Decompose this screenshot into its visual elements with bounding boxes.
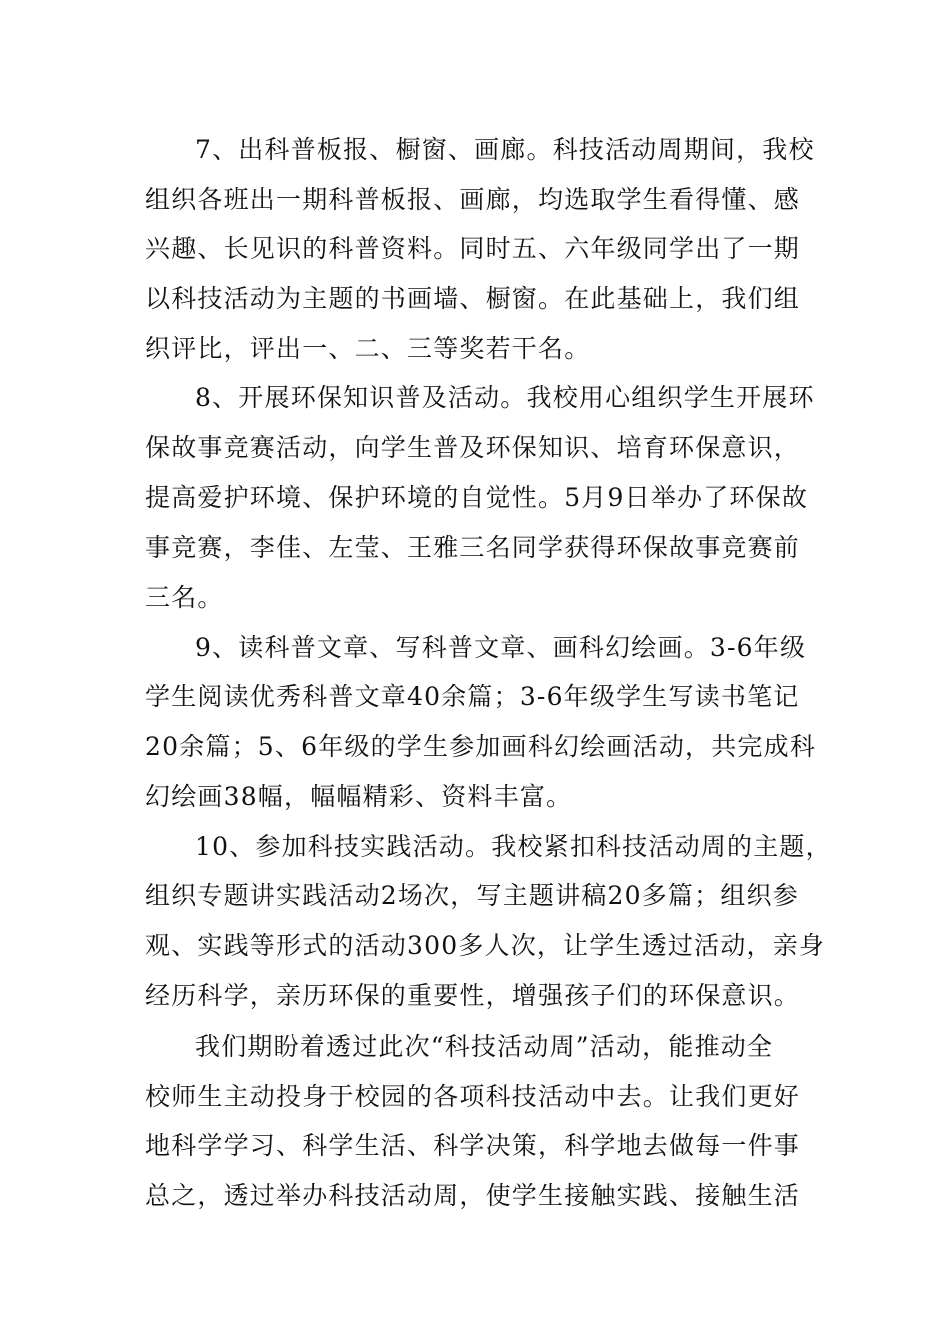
p7-line-2: 组织各班出一期科普板报、画廊，均选取学生看得懂、感 bbox=[145, 185, 801, 214]
p8-line-1: 8、开展环保知识普及活动。我校用心组织学生开展环 bbox=[195, 383, 815, 412]
p10-line-1: 10、参加科技实践活动。我校紧扣科技活动周的主题， bbox=[195, 832, 832, 861]
p8-line-2: 保故事竞赛活动，向学生普及环保知识、培育环保意识， bbox=[145, 433, 801, 462]
conclusion-line-3: 地科学学习、科学生活、科学决策，科学地去做每一件事 bbox=[145, 1131, 801, 1160]
p7-line-1: 7、出科普板报、橱窗、画廊。科技活动周期间，我校 bbox=[195, 135, 815, 164]
p10-line-4: 经历科学，亲历环保的重要性，增强孩子们的环保意识。 bbox=[145, 981, 801, 1010]
p8-line-5: 三名。 bbox=[145, 583, 224, 612]
conclusion-line-2: 校师生主动投身于校园的各项科技活动中去。让我们更好 bbox=[145, 1082, 801, 1111]
p8-line-3: 提高爱护环境、保护环境的自觉性。5月9日举办了环保故 bbox=[145, 483, 809, 512]
p9-line-2: 学生阅读优秀科普文章40余篇；3-6年级学生写读书笔记 bbox=[145, 682, 800, 711]
p7-line-5: 织评比，评出一、二、三等奖若干名。 bbox=[145, 334, 591, 363]
p7-line-4: 以科技活动为主题的书画墙、橱窗。在此基础上，我们组 bbox=[145, 284, 801, 313]
p9-line-3: 20余篇；5、6年级的学生参加画科幻绘画活动，共完成科 bbox=[145, 732, 817, 761]
p9-line-4: 幻绘画38幅，幅幅精彩、资料丰富。 bbox=[145, 782, 573, 811]
conclusion-line-4: 总之，透过举办科技活动周，使学生接触实践、接触生活 bbox=[145, 1181, 801, 1210]
p10-line-3: 观、实践等形式的活动300多人次，让学生透过活动，亲身 bbox=[145, 931, 826, 960]
conclusion-line-1: 我们期盼着透过此次“科技活动周”活动，能推动全 bbox=[195, 1032, 774, 1061]
p10-line-2: 组织专题讲实践活动2场次，写主题讲稿20多篇；组织参 bbox=[145, 881, 799, 910]
p8-line-4: 事竞赛，李佳、左莹、王雅三名同学获得环保故事竞赛前 bbox=[145, 533, 801, 562]
p7-line-3: 兴趣、长见识的科普资料。同时五、六年级同学出了一期 bbox=[145, 234, 801, 263]
p9-line-1: 9、读科普文章、写科普文章、画科幻绘画。3-6年级 bbox=[195, 633, 807, 662]
